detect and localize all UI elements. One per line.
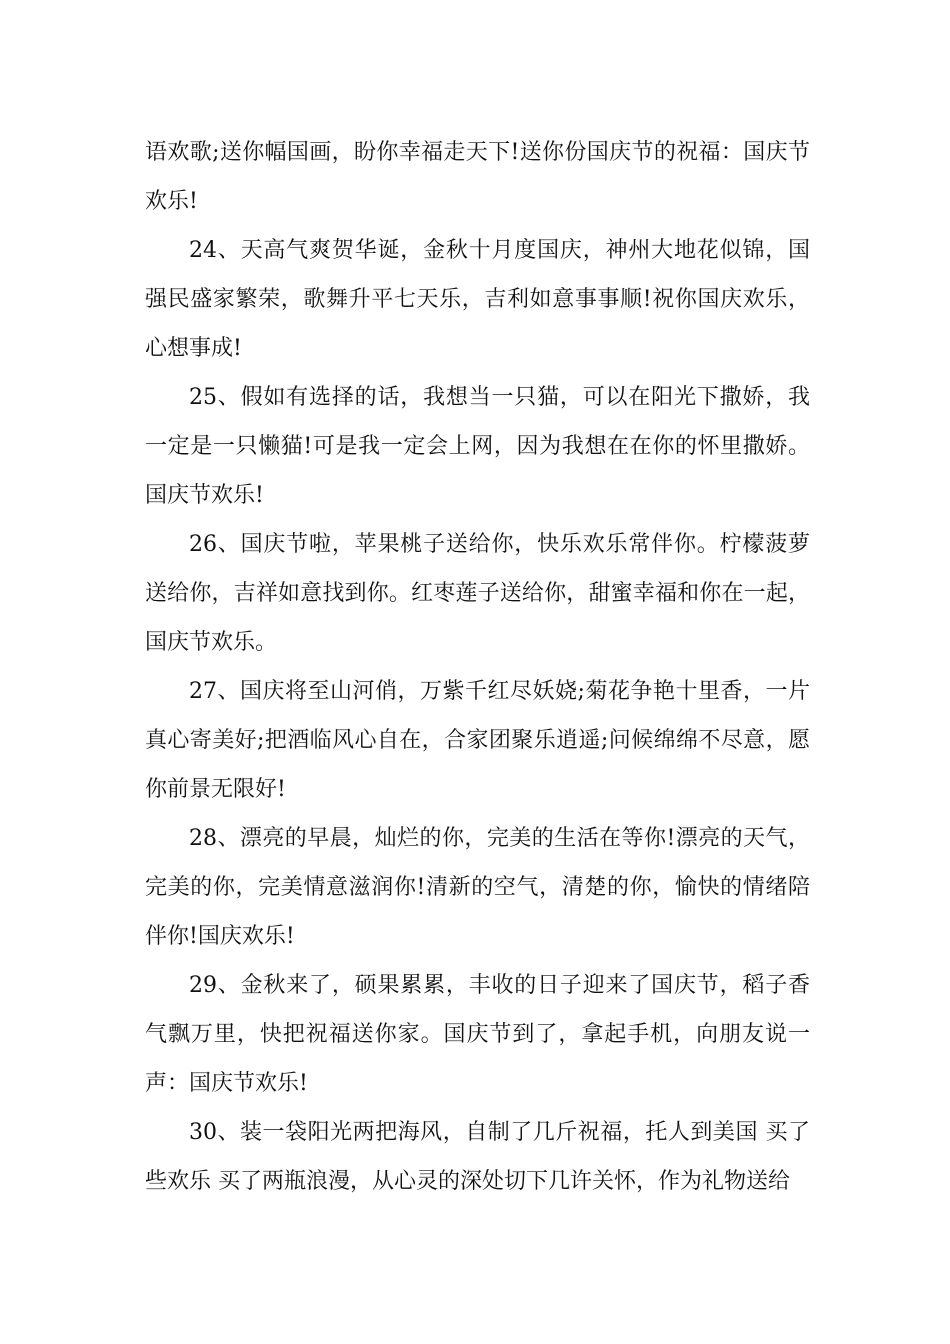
paragraph-29: 29、金秋来了，硕果累累，丰收的日子迎来了国庆节，稻子香气飘万里，快把祝福送你家。国庆节到了，拿起手机，向朋友说一声：国庆节欢乐! [145, 973, 810, 1096]
paragraph-25: 25、假如有选择的话，我想当一只猫，可以在阳光下撒娇，我一定是一只懒猫!可是我一定会上网，因为我想在在你的怀里撒娇。国庆节欢乐! [145, 385, 810, 508]
paragraph-23-continuation: 语欢歌;送你幅国画，盼你幸福走天下!送你份国庆节的祝福：国庆节欢乐! [145, 140, 810, 214]
paragraph-26: 26、国庆节啦，苹果桃子送给你，快乐欢乐常伴你。柠檬菠萝送给你，吉祥如意找到你。红枣莲子送给你，甜蜜幸福和你在一起，国庆节欢乐。 [145, 532, 810, 655]
document-body [145, 128, 810, 1206]
paragraph-28: 28、漂亮的早晨，灿烂的你，完美的生活在等你!漂亮的天气，完美的你，完美情意滋润你!清新的空气，清楚的你，愉快的情绪陪伴你!国庆欢乐! [145, 826, 810, 949]
paragraph-27: 27、国庆将至山河俏，万紫千红尽妖娆;菊花争艳十里香，一片真心寄美好;把酒临风心自在，合家团聚乐逍遥;问候绵绵不尽意，愿你前景无限好! [145, 679, 810, 802]
paragraph-30: 30、装一袋阳光两把海风，自制了几斤祝福，托人到美国 买了些欢乐 买了两瓶浪漫，从心灵的深处切下几许关怀，作为礼物送给 [145, 1120, 810, 1194]
paragraph-24: 24、天高气爽贺华诞，金秋十月度国庆，神州大地花似锦，国强民盛家繁荣，歌舞升平七天乐，吉利如意事事顺!祝你国庆欢乐，心想事成! [145, 238, 810, 361]
